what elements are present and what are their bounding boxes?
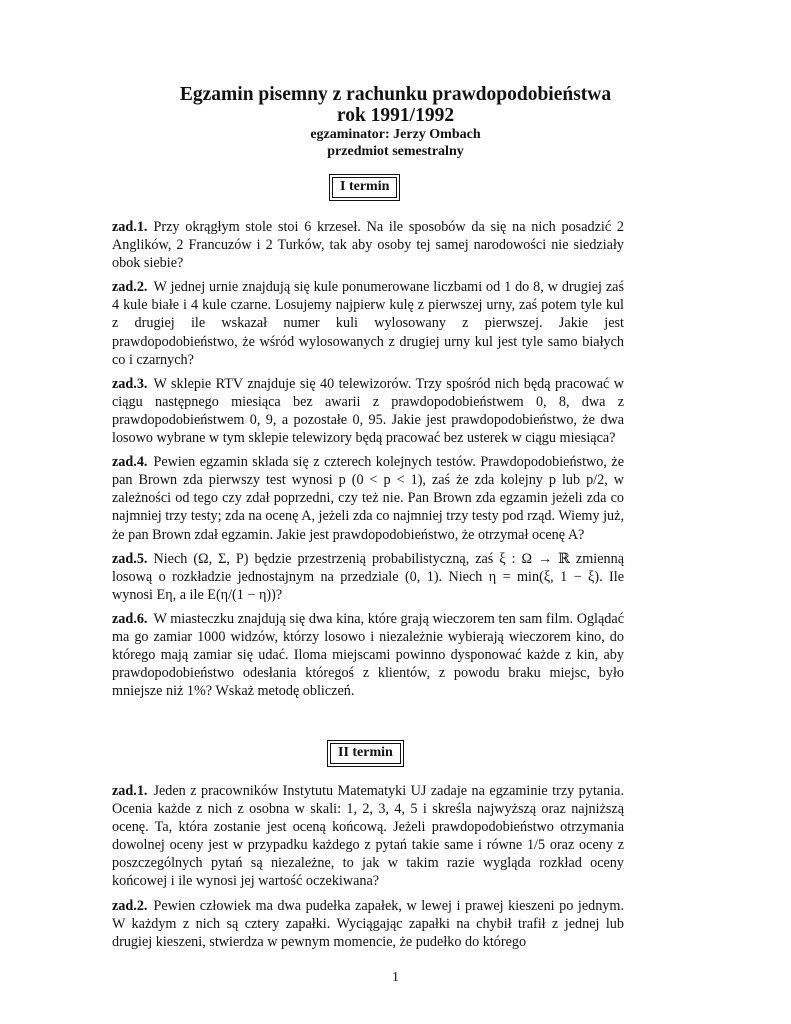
problem-item: [112, 375, 624, 447]
problem-label: zad.3.: [112, 375, 148, 392]
problem-text: Pewien egzamin sklada się z czterech kolejnych testów. Prawdopodobieństwo, że pan Brown zda pierwszy test wynosi p (0 < p < 1), zaś że zda kolejny p lub p/2, w zależności od tego czy zdał poprzedni, czy też nie. Pan Brown zda egzamin jeżeli zda co najmniej trzy testy; zda na ocenę A, jeżeli zda co najmniej trzy testy pod rząd. Wiemy już, że pan Brown zdał egzamin. Jakie jest prawdopodobieństwo, że otrzymał ocenę A?: [112, 454, 624, 543]
examiner-line: egzaminator: Jerzy Ombach: [310, 127, 481, 142]
problem-label: zad.4.: [112, 454, 148, 471]
problem-text: W sklepie RTV znajduje się 40 telewizorów. Trzy spośród nich będą pracować w ciągu następnego miesiąca bez awarii z prawdopodobieństwem 0, 8, dwa z prawdopodobieństwem 0, 9, a pozostałe 0, 95. Jakie jest prawdopodobieństwo, że dwa losowo wybrane w tym sklepie telewizory będą pracować bez usterek w ciągu miesiąca?: [112, 375, 624, 447]
problem-label: zad.2.: [112, 897, 148, 914]
problem-text: Jeden z pracowników Instytutu Matematyki UJ zadaje na egzaminie trzy pytania. Ocenia każde z nich z osobna w skali: 1, 2, 3, 4, 5 i skreśla najwyższą oraz najniższą ocenę. Ta, która zostanie jest oceną końcową. Jeżeli prawdopodobieństwo otrzymania dowolnej oceny jest w przypadku każdego z pytań takie same i równe 1/5 oraz oceny z poszczególnych pytań są niezależne, to jak w takim razie wygląda rozkład oceny końcowej i ile wynosi jej wartość oczekiwana?: [112, 783, 624, 890]
page-number: 1: [392, 970, 399, 985]
problem-item: [112, 278, 624, 368]
term-2-heading: II termin: [330, 743, 401, 764]
problem-label: zad.1.: [112, 783, 148, 799]
problem-item: [112, 610, 624, 700]
problem-text: Niech (Ω, Σ, P) będzie przestrzenią probabilistyczną, zaś ξ : Ω → ℝ zmienną losową o rozkładzie jednostajnym na przedziale (0, 1). Niech η = min(ξ, 1 − ξ). Ile wynosi Eη, a ile E(η/(1 − η))?: [112, 550, 624, 603]
problem-label: zad.2.: [112, 279, 148, 296]
term-1-heading: I termin: [332, 177, 397, 198]
term-2-problems: [112, 782, 624, 957]
problem-text: Pewien człowiek ma dwa pudełka zapałek, w lewej i prawej kieszeni po jednym. W każdym z nich są cztery zapałki. Wyciągając zapałki na chybił trafił z jednej lub drugiej kieszeni, stwierdza w pewnym momencie, że pudełko do którego: [112, 897, 624, 950]
problem-item: [112, 897, 624, 951]
problem-label: zad.5.: [112, 550, 148, 567]
term-1-problems: [112, 218, 624, 706]
problem-item: [112, 550, 624, 604]
title-line-2: rok 1991/1992: [336, 105, 455, 126]
document-header: [0, 84, 791, 160]
problem-text: Przy okrągłym stole stoi 6 krzeseł. Na ile sposobów da się na nich posadzić 2 Anglików, 2 Francuzów i 2 Turków, tak aby osoby tej samej narodowości nie siedziały obok siebie?: [112, 219, 624, 272]
problem-text: W miasteczku znajdują się dwa kina, które grają wieczorem ten sam film. Oglądać ma go zamiar 1000 widzów, którzy losowo i niezależnie wybierają wieczorem kino, do którego mają zamiar się udać. Iloma miejscami powinno dysponować każde z kin, aby prawdopodobieństwo odesłania któregoś z klientów, z powodu braku miejsc, było mniejsze niż 1%? Wskaż metodę obliczeń.: [112, 610, 624, 700]
problem-item: [112, 453, 624, 543]
problem-label: zad.6.: [112, 610, 148, 627]
course-line: przedmiot semestralny: [327, 144, 464, 159]
problem-item: [112, 782, 624, 891]
problem-item: [112, 218, 624, 272]
problem-text: W jednej urnie znajdują się kule ponumerowane liczbami od 1 do 8, w drugiej zaś 4 kule białe i 4 kule czarne. Losujemy najpierw kulę z pierwszej urny, zaś potem tyle kul z drugiej ile wskazał numer kuli wylosowany z pierwszej. Jakie jest prawdopodobieństwo, że wśród wylosowanych z drugiej urny kul jest tyle samo białych co i czarnych?: [112, 279, 624, 368]
problem-label: zad.1.: [112, 219, 148, 235]
title-line-1: Egzamin pisemny z rachunku prawdopodobieństwa: [179, 84, 612, 105]
